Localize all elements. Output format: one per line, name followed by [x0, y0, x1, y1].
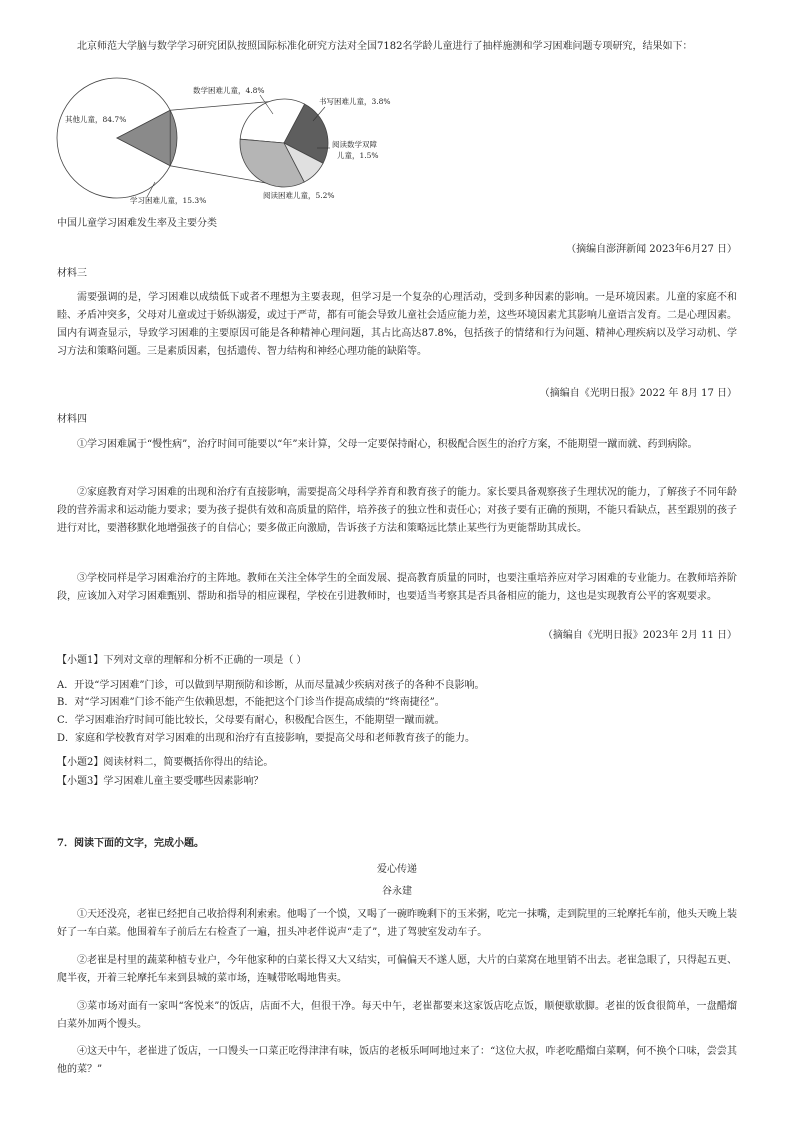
option-b: B．对“学习困难”门诊不能产生依赖思想，不能把这个门诊当作提高成绩的“终南捷径”。: [57, 697, 445, 708]
question-2: 【小题2】阅读材料二，简要概括你得出的结论。: [57, 757, 274, 768]
label-writing: 书写困难儿童，3.8%: [319, 97, 391, 106]
material-3-text: 需要强调的是，学习困难以成绩低下或者不理想为主要表现，但学习是一个复杂的心理活动，受到多种因素的影响。一是环境因素。儿童的家庭不和睦、矛盾冲突多，父母对儿童或过于娇纵溺爱，或过于严苛，都有可能会导致儿童社会适应能力差，这些环境因素尤其影响儿童语言发育。二是心理因素。国内有调查显示，导致学习困难的主要原因可能是各种精神心理问题，其占比高达87.8%，包括孩子的情绪和行为问题、精神心理疾病以及学习动机、学习方法和策略问题。三是素质因素，包括遗传、智力结构和神经心理功能的缺陷等。: [57, 292, 737, 357]
label-dual-2: 儿童，1.5%: [337, 151, 379, 160]
pie-chart: [55, 76, 395, 216]
label-math: 数学困难儿童，4.8%: [193, 86, 265, 95]
source-2: （摘编自澎湃新闻 2023年6月27 日）: [566, 244, 737, 255]
story-para-3: ③菜市场对面有一家叫“客悦来”的饭店，店面不大，但很干净。每天中午，老崔都要来这家饭店吃点饭，顺便歇歇脚。老崔的饭食很简单，一盘醋熘白菜外加两个馒头。: [57, 1001, 737, 1030]
main-pie: [57, 78, 177, 198]
detail-pie: [240, 99, 328, 187]
story-para-1: ①天还没亮，老崔已经把自己收拾得利利索索。他喝了一个馍，又喝了一碗昨晚剩下的玉米粥，吃完一抹嘴，走到院里的三轮摩托车前，他头天晚上装好了一车白菜。他围着车子前后左右检查了一遍，扭头冲老伴说声“走了”，进了驾驶室发动车子。: [57, 909, 737, 938]
material-3-source: （摘编自《光明日报》2022 年 8月 17 日）: [539, 388, 737, 399]
material-4-para-1: ①学习困难属于“慢性病”，治疗时间可能要以“年”来计算，父母一定要保持耐心，积极配合医生的治疗方案，不能期望一蹴而就、药到病除。: [77, 439, 698, 450]
story-para-4: ④这天中午，老崔进了饭店，一口馒头一口菜正吃得津津有味，饭店的老板乐呵呵地过来了：“这位大叔，咋老吃醋熘白菜啊，何不换个口味，尝尝其他的菜？”: [57, 1046, 737, 1075]
option-a: A．开设“学习困难”门诊，可以做到早期预防和诊断，从而尽量减少疾病对孩子的各种不良影响。: [57, 680, 485, 691]
option-d: D．家庭和学校教育对学习困难的出现和治疗有直接影响，要提高父母和老师教育孩子的能力。: [57, 733, 476, 744]
section-7-heading: 7．阅读下面的文字，完成小题。: [57, 838, 204, 849]
label-reading: 阅读困难儿童，5.2%: [263, 191, 335, 200]
question-3: 【小题3】学习困难儿童主要受哪些因素影响？: [57, 776, 264, 787]
story-author: 谷永建: [382, 886, 412, 897]
label-dual-1: 阅读数学双障: [332, 140, 377, 149]
material-4-source: （摘编自《光明日报》2023年 2月 11 日）: [542, 630, 737, 641]
material-4-para-3: ③学校同样是学习困难治疗的主阵地。教师在关注全体学生的全面发展、提高教育质量的同时，也要注重培养应对学习困难的专业能力。在教师培养阶段，应该加入对学习困难甄别、帮助和指导的相应课程，学校在引进教师时，也要适当考察其是否具备相应的能力，这也是实现教育公平的客观要求。: [57, 573, 737, 602]
label-difficulty: 学习困难儿童，15.3%: [130, 196, 207, 205]
chart-title: 中国儿童学习困难发生率及主要分类: [57, 218, 217, 229]
label-other: 其他儿童，84.7%: [65, 115, 127, 124]
material-3-label: 材料三: [57, 268, 87, 279]
intro-paragraph: 北京师范大学脑与数学学习研究团队按照国际标准化研究方法对全国7182名学龄儿童进行了抽样施测和学习困难问题专项研究，结果如下：: [77, 41, 693, 52]
option-c: C．学习困难治疗时间可能比较长，父母要有耐心，积极配合医生，不能期望一蹴而就。: [57, 715, 445, 726]
question-1-stem: 【小题1】下列对文章的理解和分析不正确的一项是（ ）: [57, 655, 307, 666]
material-4-label: 材料四: [57, 414, 87, 425]
story-para-2: ②老崔是村里的蔬菜种植专业户，今年他家种的白菜长得又大又结实，可偏偏天不遂人愿，大片的白菜窝在地里销不出去。老崔急眼了，只得起五更、爬半夜，开着三轮摩托车来到县城的菜市场，连喊带吆喝地售卖。: [57, 955, 737, 984]
material-4-para-2: ②家庭教育对学习困难的出现和治疗有直接影响，需要提高父母科学养育和教育孩子的能力。家长要具备观察孩子生理状况的能力，了解孩子不同年龄段的营养需求和运动能力要求；要为孩子提供有效和高质量的陪伴，培养孩子的独立性和责任心；对孩子要有正确的预期，不能只看缺点，甚至跟别的孩子进行对比，要潜移默化地增强孩子的自信心；要多做正向激励，告诉孩子方法和策略远比禁止某些行为更能帮助其成长。: [57, 487, 737, 534]
story-title: 爱心传递: [377, 864, 417, 875]
